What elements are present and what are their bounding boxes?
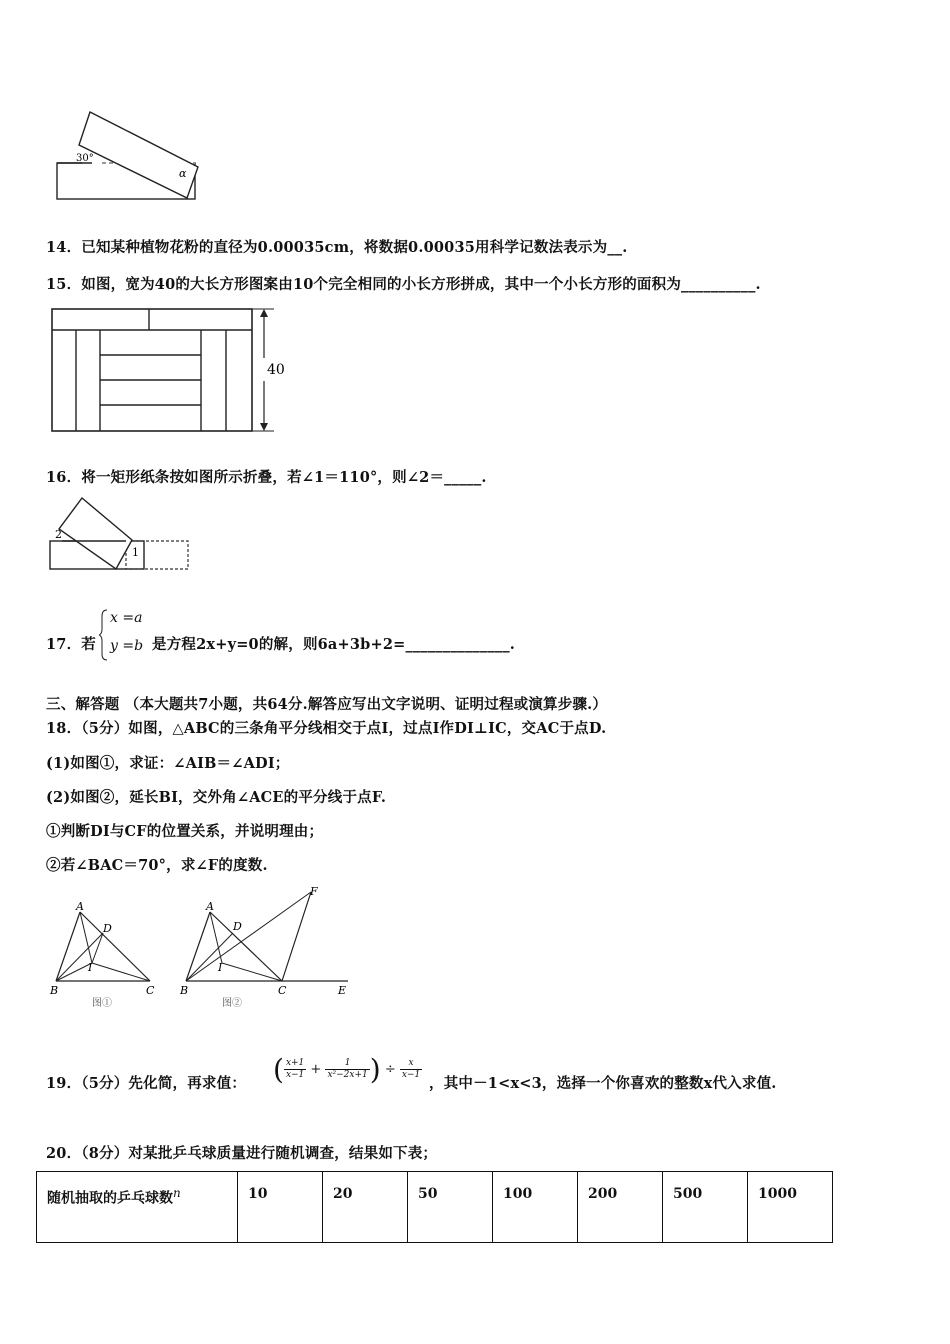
figure-18-2: [176, 884, 356, 1014]
label-B: B: [50, 984, 59, 997]
label-C: C: [146, 984, 155, 997]
table-cell: 10: [238, 1172, 323, 1243]
question-18-part-2-2: ②若∠BAC＝70°，求∠F的度数.: [46, 857, 268, 874]
table-row: [37, 1172, 833, 1243]
question-14: 14．已知某种植物花粉的直径为0.00035cm，将数据0.00035用科学记数法表示为__.: [46, 239, 628, 256]
question-18-part-2: (2)如图②，延长BI，交外角∠ACE的平分线于点F.: [46, 789, 387, 806]
label-E: E: [338, 984, 347, 997]
table-cell: 20: [323, 1172, 408, 1243]
label-B: B: [180, 984, 189, 997]
table-cell: 200: [578, 1172, 663, 1243]
angle-1-label: 1: [132, 546, 139, 559]
label-C: C: [278, 984, 287, 997]
expression: ( $\frac{x+1}{x-1}$ + $\frac{1}{\text{x²−2x+1}}$ ) ÷ $\frac{x}{x-1}$: [273, 1053, 421, 1086]
question-18: 18．（5分）如图，△ABC的三条角平分线相交于点I，过点I作DI⊥IC，交AC于点D.: [46, 720, 607, 737]
table-header-cell: 随机抽取的乒乓球数$^n$: [37, 1172, 238, 1243]
alpha-label: α: [179, 167, 187, 180]
angle-2-label: 2: [55, 528, 62, 541]
caption-fig-2: 图②: [222, 998, 242, 1009]
frequency-table: [36, 1171, 833, 1243]
question-18-part-2-1: ①判断DI与CF的位置关系，并说明理由；: [46, 823, 324, 840]
table-cell: 100: [493, 1172, 578, 1243]
question-18-part-1: (1)如图①，求证：∠AIB＝∠ADI；: [46, 755, 290, 772]
question-20: 20．（8分）对某批乒乓球质量进行随机调查，结果如下表；: [46, 1145, 438, 1162]
question-19-condition: ，其中－1<x<3，选择一个你喜欢的整数x代入求值.: [429, 1075, 777, 1092]
question-17: 17．若: [46, 636, 96, 653]
question-19: 19．（5分）先化简，再求值：: [46, 1075, 247, 1092]
table-cell: 500: [663, 1172, 748, 1243]
tilted-strip: [79, 112, 198, 198]
table-cell: 50: [408, 1172, 493, 1243]
label-D: D: [103, 922, 112, 935]
figure-q16: [46, 496, 196, 576]
label-D: D: [233, 920, 242, 933]
label-I: I: [88, 961, 93, 974]
caption-fig-1: 图①: [92, 998, 112, 1009]
equation-2: y =b: [110, 638, 144, 654]
equation-1: x =a: [110, 610, 143, 626]
table-cell: 1000: [748, 1172, 833, 1243]
section-3-heading: 三、解答题 （本大题共7小题，共64分.解答应写出文字说明、证明过程或演算步骤.）: [46, 696, 608, 713]
width-40-label: 40: [267, 362, 285, 378]
question-17-text: 是方程2x+y=0的解，则6a+3b+2=______________.: [152, 636, 516, 653]
figure-18-1: [46, 898, 166, 1013]
label-A: A: [76, 900, 84, 913]
label-F: F: [310, 885, 318, 898]
angle-30-label: 30°: [76, 153, 94, 164]
question-16: 16．将一矩形纸条按如图所示折叠，若∠1＝110°，则∠2＝_____.: [46, 469, 487, 486]
question-15: 15．如图，宽为40的大长方形图案由10个完全相同的小长方形拼成，其中一个小长方形的面积为__________.: [46, 276, 761, 293]
label-A: A: [206, 900, 214, 913]
label-I: I: [218, 961, 223, 974]
figure-q15: [46, 303, 296, 435]
figure-q13: [52, 105, 202, 205]
